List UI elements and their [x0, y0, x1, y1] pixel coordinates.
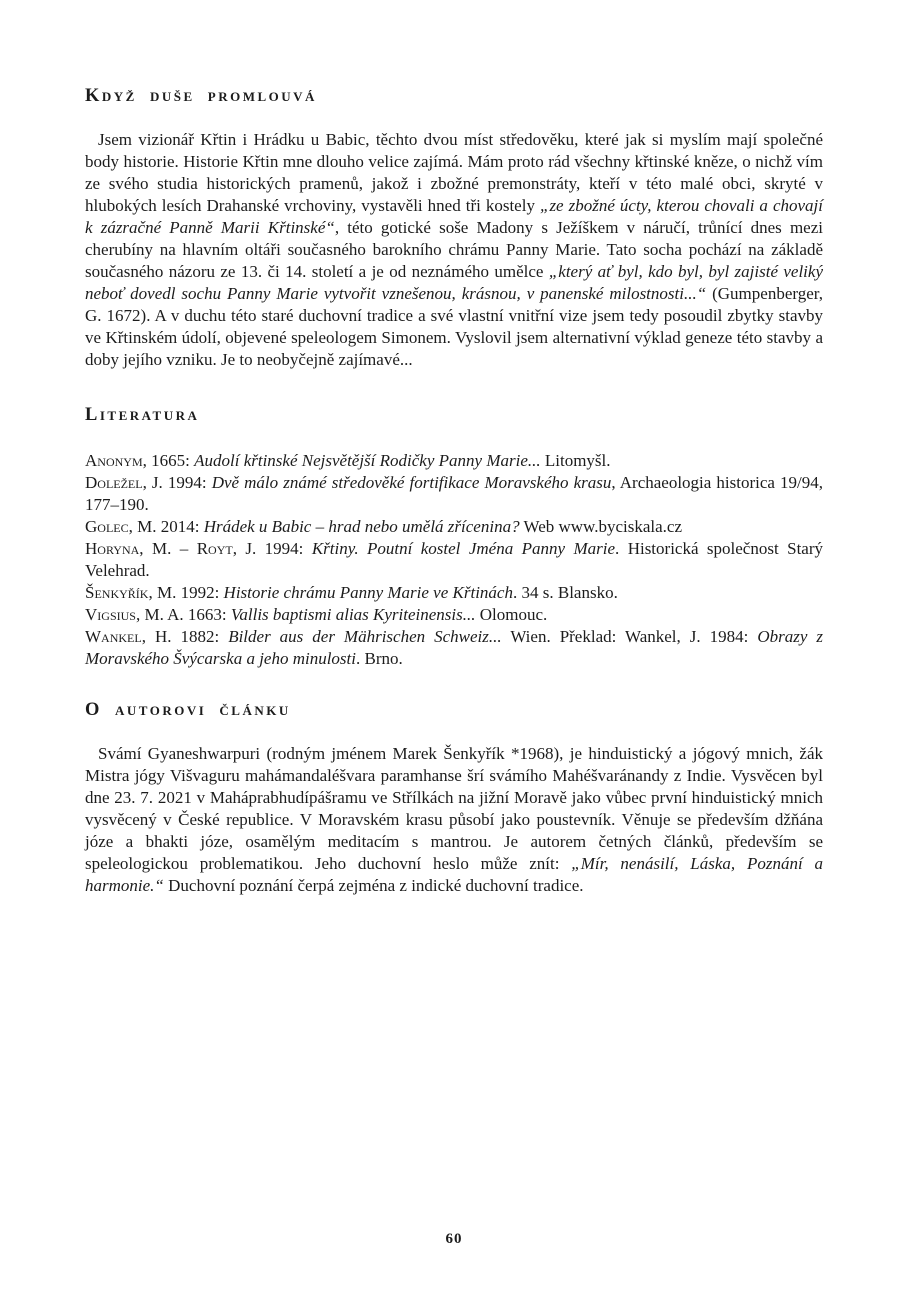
bibliography-entry: Šenkyřík, M. 1992: Historie chrámu Panny Marie ve Křtinách. 34 s. Blansko.	[85, 583, 618, 602]
section-heading-literatura: Literatura	[85, 405, 200, 425]
bibliography-entry: Wankel, H. 1882: Bilder aus der Mährischen Schweiz... Wien. Překlad: Wankel, J. 1984: Obrazy z Moravského Švýcarska a jeho minulosti. Brno.	[85, 627, 824, 668]
bibliography-list	[85, 450, 823, 670]
bibliography-entry: Golec, M. 2014: Hrádek u Babic – hrad nebo umělá zřícenina? Web www.byciskala.cz	[85, 517, 683, 536]
section-heading-kdyz-duse-promlouva: Když duše promlouvá	[85, 86, 317, 106]
bibliography-entry: Vigsius, M. A. 1663: Vallis baptismi alias Kyriteinensis... Olomouc.	[85, 605, 548, 624]
intro-paragraph: Jsem vizionář Křtin i Hrádku u Babic, těchto dvou míst středověku, které jak si myslím mají společné body historie. Historie Křtin mne dlouho velice zajímá. Mám proto rád všechny křtinské kněze, o nichž vím ze svého studia historických pramenů, jakož i zbožné premonstráty, kteří v této malé obci, skryté v hlubokých lesích Drahanské vrchoviny, vystavěli hned tři kostely „ze zbožné úcty, kterou chovali a chovají k zázračné Panně Marii Křtinské“, této gotické soše Madony s Ježíškem v náručí, trůnící dnes mezi cherubíny na hlavním oltáři současného barokního chrámu Panny Marie. Tato socha pochází na základě současného názoru ze 13. či 14. století a je od neznámého umělce „který ať byl, kdo byl, byl zajisté veliký neboť dovedl sochu Panny Marie vytvořit vznešenou, krásnou, v panenské milostnosti...“ (Gumpenberger, G. 1672). A v duchu této staré duchovní tradice a své vlastní vnitřní vize jsem tedy posoudil zbytky stavby ve Křtinském údolí, objevené speleologem Simonem. Vyslovil jsem alternativní výklad geneze této stavby a doby jejího vzniku. Je to neobyčejně zajímavé...	[85, 130, 823, 369]
page-content	[85, 0, 823, 897]
section-heading-o-autorovi-clanku: O autorovi článku	[85, 700, 291, 720]
page-number: 60	[445, 1231, 463, 1247]
bibliography-entry: Anonym, 1665: Audolí křtinské Nejsvětější Rodičky Panny Marie... Litomyšl.	[85, 451, 611, 470]
author-bio-paragraph: Svámí Gyaneshwarpuri (rodným jménem Marek Šenkyřík *1968), je hinduistický a jógový mnich, žák Mistra jógy Višvaguru mahámandaléšvara paramhanse šrí svámího Mahéšvaránandy z Indie. Vysvěcen byl dne 23. 7. 2021 v Maháprabhudípášramu ve Střílkách na jižní Moravě jako vůbec první hinduistický mnich vysvěcený v České republice. V Moravském krasu působí jako poustevník. Věnuje se především džňána józe a bhakti józe, osamělým meditacím s mantrou. Je autorem četných článků, především se speleologickou problematikou. Jeho duchovní heslo může znít: „Mír, nenásilí, Láska, Poznání a harmonie.“ Duchovní poznání čerpá zejména z indické duchovní tradice.	[85, 744, 823, 895]
bibliography-entry: Horyna, M. – Royt, J. 1994: Křtiny. Poutní kostel Jména Panny Marie. Historická společnost Starý Velehrad.	[85, 539, 823, 580]
bibliography-entry: Doležel, J. 1994: Dvě málo známé středověké fortifikace Moravského krasu, Archaeologia historica 19/94, 177–190.	[85, 473, 823, 514]
